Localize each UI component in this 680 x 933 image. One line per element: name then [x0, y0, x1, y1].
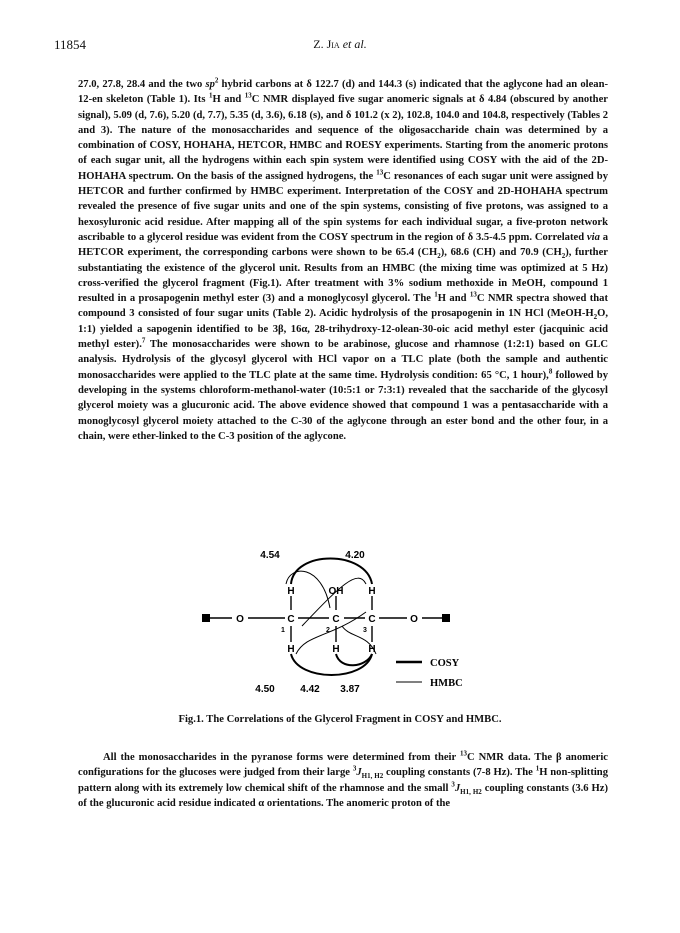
et-al: et al. — [339, 37, 367, 51]
paragraph-2: All the monosaccharides in the pyranose forms were determined from their $^{13}$C NMR data. The β anomeric configurations for the glucoses were judged from their large $^3J_{H1, H2}$ coupling constants (7-8 Hz). The $^1$H non-splitting pattern along with its extremely low chemical shift of the rhamnose and the small $^3J_{H1, H2}$ coupling constants (3.6 Hz) of the glucuronic acid residue indicated α orientations. The anomeric proton of the — [78, 749, 608, 809]
figure-caption: Fig.1. The Correlations of the Glycerol Fragment in COSY and HMBC. — [178, 714, 502, 725]
paragraph-1: 27.0, 27.8, 28.4 and the two $sp^2$ hybrid carbons at δ 122.7 (d) and 144.3 (s) indicated that the aglycone had an olean-12-en skeleton (Table 1). Its $^1$H and $^{13}$C NMR displayed five sugar anomeric signals at δ 4.84 (obscured by another signal), 5.09 (d, 7.6), 5.20 (d, 7.7), 5.35 (d, 3.6), 6.18 (s), and δ 101.2 (x 2), 102.8, 104.0 and 104.8, respectively (Tables 2 and 3). The nature of the monosaccharides and sequence of the oligosaccharide chain was determined by a combination of COSY, HOHAHA, HETCOR, HMBC and ROESY experiments. Starting from the anomeric protons of each sugar unit, all the hydrogens within each spin system were identified using COSY with the aid of the 2D-HOHAHA spectrum. On the basis of the assigned hydrogens, the $^{13}$C resonances of each sugar unit were assigned by HETCOR and further confirmed by HMBC experiment. Interpretation of the COSY and 2D-HOHAHA spectrum revealed the presence of five sugar units and one of the spin systems, consisting of five protons, was assigned to a hexosyluronic acid residue. After mapping all of the spin systems for each individual sugar, a five-proton network ascribable to a glycerol residue was evident from the COSY spectrum in the region of δ 3.5-4.5 ppm. Correlated via a HETCOR experiment, the corresponding carbons were shown to be 65.4 $(CH_2)$, 68.6 (CH) and 70.9 $(CH_2)$, further substantiating the existence of the glycerol unit. Results from an HMBC (the mixing time was optimized at 5 Hz) cross-verified the glycerol fragment (Fig.1). After treatment with 3% sodium methoxide in MeOH, compound 1 resulted in a prosapogenin methyl ester (3) and a monoglycosyl glycerol. The $^1$H and $^{13}$C NMR spectra showed that compound 3 consisted of four sugar units (Table 2). Acidic hydrolysis of the prosapogenin in 1N HCl ($MeOH-H_2O$, 1:1) yielded a sapogenin identified to be 3β, 16α, 28-trihydroxy-12-olean-30-oic acid methyl ester (jacquinic acid methyl ester).$^7$ The monosaccharides were shown to be arabinose, glucose and rhamnose (1:2:1) based on GLC analysis. Hydrolysis of the glycosyl glycerol with HCl vapor on a TLC plate (both the sample and authentic monosaccharides were applied to the TLC plate at the same time. Hydrolysis condition: 65 °C, 1 hour),$^8$ followed by developing in the systems chloroform-methanol-water (10:5:1 or 7:3:1) revealed that the saccharide of the glycosyl glycerol moiety was a glucuronic acid. The above evidence showed that compound 1 was a pentasaccharide with a monoglycosyl glycerol moiety attached to the C-30 of the aglycone through an ester bond and the other four, in a chain, were ether-linked to the C-3 position of the aglycone. — [78, 76, 609, 442]
atom-o-right: O — [410, 614, 418, 625]
atom-o-left: O — [236, 614, 244, 625]
atom-h-c2: H — [332, 644, 340, 655]
legend-hmbc-label: HMBC — [430, 678, 463, 689]
label-top-2: 4.20 — [345, 550, 365, 561]
atom-h-c1-top: H — [287, 586, 295, 597]
terminal-square-left — [202, 614, 210, 622]
label-top-1: 4.54 — [260, 550, 280, 561]
atom-c3: C — [368, 614, 376, 625]
page-header — [0, 37, 680, 57]
atom-h-c3-top: H — [368, 586, 376, 597]
atom-oh: OH — [328, 586, 344, 597]
atom-c2: C — [332, 614, 340, 625]
glycerol-correlation-figure — [190, 542, 510, 710]
atom-h-c3-bottom: H — [368, 644, 376, 655]
atom-c1: C — [287, 614, 295, 625]
atom-h-c1-bottom: H — [287, 644, 295, 655]
label-bottom-3: 3.87 — [340, 684, 360, 695]
terminal-square-right — [442, 614, 450, 622]
legend-cosy-label: COSY — [430, 658, 460, 669]
label-bottom-2: 4.42 — [300, 684, 320, 695]
carbon-number-1: 1 — [281, 627, 285, 634]
running-head — [0, 37, 680, 52]
carbon-number-3: 3 — [363, 627, 367, 634]
page-number: 11854 — [54, 37, 87, 52]
carbon-number-2: 2 — [326, 627, 330, 634]
glycerol-fragment-diagram — [190, 542, 510, 710]
label-bottom-1: 4.50 — [255, 684, 275, 695]
author-name: Z. Jia — [313, 37, 340, 51]
